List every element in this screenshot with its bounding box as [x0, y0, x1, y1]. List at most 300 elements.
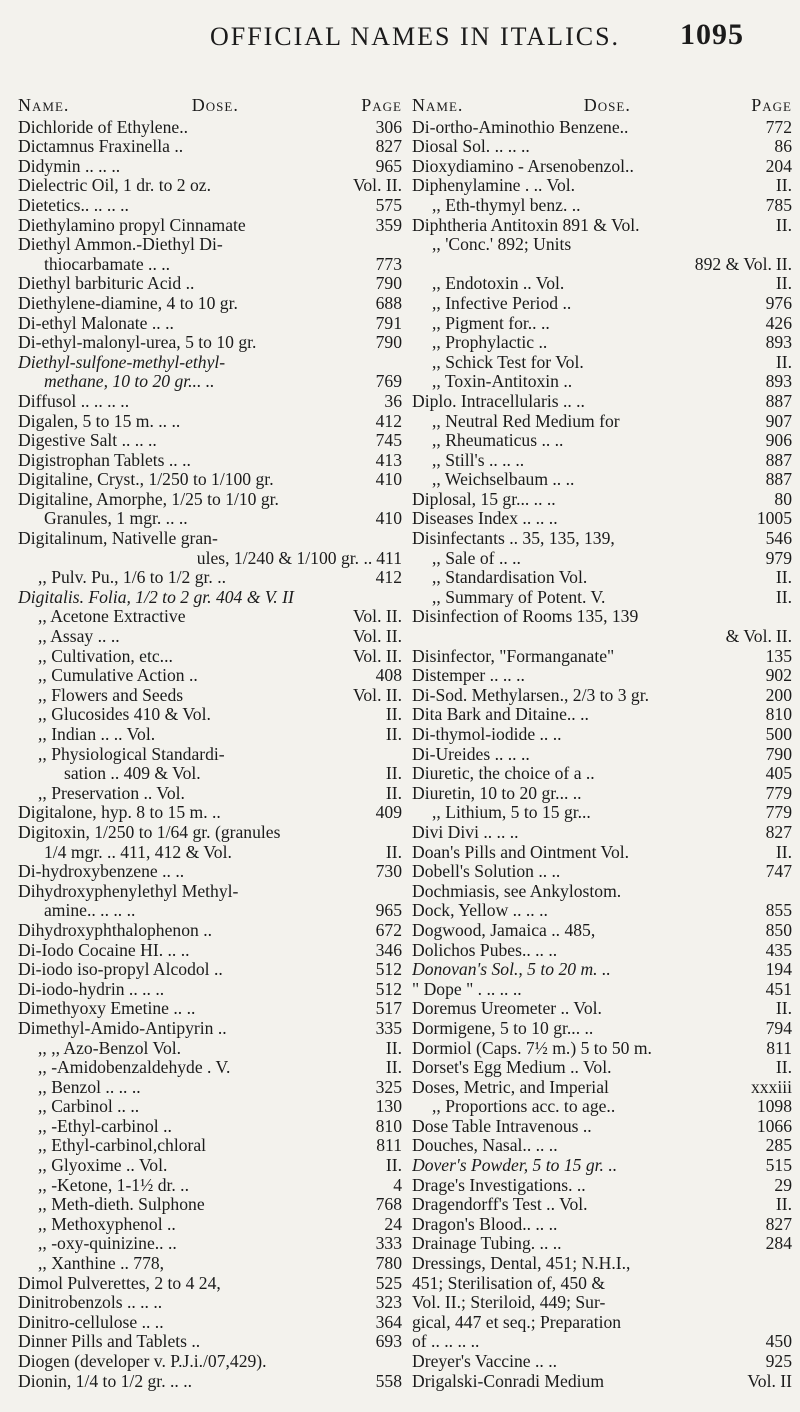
index-entry [412, 333, 792, 353]
index-entry [412, 784, 792, 804]
entry-page-ref: II. [385, 704, 402, 725]
index-entry [412, 588, 792, 608]
entry-text: Digitoxin, 1/250 to 1/64 gr. (granules [18, 822, 281, 842]
index-entry [412, 627, 792, 647]
index-entry [412, 803, 792, 823]
index-entry [18, 901, 402, 921]
entry-page-ref: 325 [375, 1076, 402, 1097]
entry-text: Dihydroxyphenylethyl Methyl- [18, 881, 239, 901]
index-entry [18, 1352, 402, 1372]
entry-text: Digitalone, hyp. 8 to 15 m. .. [18, 803, 221, 823]
entry-text: Di-iodo iso-propyl Alcodol .. [18, 960, 223, 980]
index-entry [18, 607, 402, 627]
entry-text: ,, Cumulative Action .. [38, 666, 198, 686]
entry-text: ,, Meth-dieth. Sulphone [38, 1195, 205, 1215]
entry-text: Dita Bark and Ditaine.. .. [412, 705, 589, 725]
index-entry [412, 1215, 792, 1235]
index-entry [18, 255, 402, 275]
entry-text: Donovan's Sol., 5 to 20 m. .. [412, 960, 611, 980]
entry-page-ref: II. [385, 1057, 402, 1078]
entry-text: Dihydroxyphthalophenon .. [18, 920, 212, 940]
index-entry [18, 1372, 402, 1392]
entry-text: ,, Lithium, 5 to 15 gr... [432, 803, 591, 823]
entry-text: Dose Table Intravenous .. [412, 1116, 592, 1136]
entry-text: ,, Schick Test for Vol. [432, 352, 584, 372]
index-entry [412, 960, 792, 980]
entry-text: ,, Summary of Potent. V. [432, 587, 606, 607]
entry-page-ref: Vol. II. [352, 606, 402, 627]
entry-text: sation .. 409 & Vol. [64, 764, 201, 784]
index-entry [18, 1234, 402, 1254]
page-title: OFFICIAL NAMES IN ITALICS. [209, 22, 621, 51]
entry-text: Dormiol (Caps. 7½ m.) 5 to 50 m. [412, 1038, 652, 1058]
index-entry [18, 764, 402, 784]
entry-page-ref: 827 [765, 1213, 792, 1234]
entry-page-ref: 36 [384, 390, 402, 411]
entry-page-ref: 965 [375, 155, 402, 176]
entry-text: Dichloride of Ethylene.. [18, 117, 189, 137]
entry-text: Diogen (developer v. P.J.i./07,429). [18, 1352, 267, 1371]
index-entry [18, 1195, 402, 1215]
entry-page-ref: 693 [375, 1331, 402, 1352]
index-entry [412, 999, 792, 1019]
entry-text: Digestive Salt .. .. .. [18, 431, 157, 451]
column-header [18, 96, 402, 116]
entry-page-ref: II. [385, 1037, 402, 1058]
entry-text: Dorset's Egg Medium .. Vol. [412, 1058, 612, 1078]
entry-text: Doan's Pills and Ointment Vol. [412, 842, 630, 862]
index-entry [412, 451, 792, 471]
entry-text: Didymin .. .. .. [18, 156, 121, 176]
index-entry [18, 490, 402, 510]
entry-page-ref: 335 [375, 1017, 402, 1038]
index-entry [18, 1039, 402, 1059]
index-entry [18, 1332, 402, 1352]
entry-page-ref: 426 [765, 312, 792, 333]
index-entry [18, 216, 402, 236]
entry-text: of .. .. .. .. [412, 1332, 480, 1352]
entry-text: Diplo. Intracellularis .. .. [412, 391, 585, 411]
index-entry [18, 1078, 402, 1098]
entry-page-ref: 907 [765, 410, 792, 431]
index-entry [412, 568, 792, 588]
entry-page-ref: 887 [765, 390, 792, 411]
index-entry [18, 803, 402, 823]
entry-page-ref: 364 [375, 1311, 402, 1332]
index-entry [412, 529, 792, 549]
index-entry [18, 745, 402, 765]
entry-text: ,, Pulv. Pu., 1/6 to 1/2 gr. .. [38, 568, 227, 588]
entry-page-ref: 525 [375, 1272, 402, 1293]
entry-text: Drigalski-Conradi Medium [412, 1371, 605, 1391]
entry-text: ,, -Ethyl-carbinol .. [38, 1116, 172, 1136]
entry-text: Disinfector, "Formanganate" [412, 646, 615, 666]
index-entry [412, 392, 792, 412]
entry-page-ref: 779 [765, 782, 792, 803]
index-entry [18, 529, 402, 549]
entry-page-ref: 24 [384, 1213, 402, 1234]
entry-text: Diethyl barbituric Acid .. [18, 274, 195, 294]
entry-page-ref: 413 [375, 449, 402, 470]
entry-page-ref: 284 [765, 1233, 792, 1254]
index-entry [18, 392, 402, 412]
entry-text: ,, Assay .. .. [38, 627, 120, 647]
index-entry [412, 353, 792, 373]
entry-page-ref: 29 [774, 1174, 792, 1195]
entry-page-ref: II. [385, 1155, 402, 1176]
entry-text: methane, 10 to 20 gr... .. [44, 372, 215, 392]
index-entry [412, 921, 792, 941]
entry-page-ref: 785 [765, 194, 792, 215]
entry-page-ref: 306 [375, 116, 402, 137]
entry-page-ref: 86 [774, 136, 792, 157]
entry-page-ref: 405 [765, 763, 792, 784]
entry-text: Diosal Sol. .. .. .. [412, 137, 530, 157]
entry-text: 451; Sterilisation of, 450 & [412, 1273, 606, 1293]
entry-page-ref: 575 [375, 194, 402, 215]
index-entry [18, 980, 402, 1000]
index-entry [412, 1019, 792, 1039]
index-entry [412, 901, 792, 921]
entry-page-ref: 4 [393, 1174, 402, 1195]
entry-page-ref: xxxiii [750, 1076, 792, 1097]
index-entry [412, 1097, 792, 1117]
index-entry [412, 490, 792, 510]
entry-text: ,, Glyoxime .. Vol. [38, 1156, 168, 1176]
entry-page-ref: Vol. II [747, 1370, 792, 1391]
index-entry [18, 549, 402, 569]
index-entry [18, 1058, 402, 1078]
entry-text: ,, Acetone Extractive [38, 607, 186, 627]
index-entry [412, 157, 792, 177]
index-entry [18, 118, 402, 138]
entry-page-ref: 810 [765, 704, 792, 725]
entry-text: 892 & Vol. [694, 254, 772, 274]
entry-page-ref: 893 [765, 371, 792, 392]
entry-text: Dietetics.. .. .. .. [18, 195, 129, 215]
index-entry [412, 1039, 792, 1059]
entry-page-ref: II. [775, 626, 792, 647]
entry-page-ref: 902 [765, 665, 792, 686]
index-entry [412, 196, 792, 216]
entry-page-ref: 451 [765, 978, 792, 999]
index-entry [18, 412, 402, 432]
entry-text: Drainage Tubing. .. .. [412, 1234, 562, 1254]
index-entry [18, 647, 402, 667]
index-entry [412, 1117, 792, 1137]
entry-text: ,, Still's .. .. .. [432, 450, 525, 470]
entry-page-ref: 779 [765, 802, 792, 823]
entry-text: ,, Flowers and Seeds [38, 685, 184, 705]
index-entry [18, 568, 402, 588]
entry-text: Divi Divi .. .. .. [412, 822, 519, 842]
entry-page-ref: II. [775, 841, 792, 862]
entry-text: ,, Proportions acc. to age.. [432, 1097, 616, 1117]
entry-text: Distemper .. .. .. [412, 666, 525, 686]
entry-text: Di-Sod. Methylarsen., 2/3 to 3 gr. [412, 685, 650, 705]
entry-page-ref: II. [385, 724, 402, 744]
entry-text: Diethylene-diamine, 4 to 10 gr. [18, 293, 238, 313]
entry-page-ref: 773 [375, 253, 402, 274]
entry-page-ref: 745 [375, 430, 402, 451]
entry-text: ,, Eth-thymyl benz. .. [432, 195, 581, 215]
entry-text: Di-hydroxybenzene .. .. [18, 862, 185, 882]
index-column-left [18, 96, 402, 1396]
index-entry [18, 235, 402, 255]
index-entry [412, 1372, 792, 1392]
index-entry [412, 431, 792, 451]
index-entry [18, 862, 402, 882]
index-entry [412, 118, 792, 138]
entry-text: ,, Carbinol .. .. [38, 1097, 140, 1117]
entry-text: Diethylamino propyl Cinnamate [18, 215, 246, 235]
entry-page-ref: 1098 [756, 1096, 792, 1117]
entry-page-ref: 979 [765, 547, 792, 568]
entry-text: ,, -oxy-quinizine.. .. [38, 1234, 177, 1254]
entry-page-ref: 730 [375, 861, 402, 882]
entry-text: Dochmiasis, see Ankylostom. [412, 881, 622, 901]
index-entry [18, 137, 402, 157]
index-entry [18, 1136, 402, 1156]
index-entry [18, 470, 402, 490]
index-entry [412, 647, 792, 667]
entry-page-ref: 811 [376, 1135, 402, 1156]
entry-page-ref: 790 [375, 332, 402, 353]
entry-page-ref: 323 [375, 1292, 402, 1313]
entry-text: ,, 'Conc.' 892; Units [432, 235, 572, 255]
index-entry [18, 157, 402, 177]
index-entry [412, 255, 792, 275]
entry-page-ref: II. [775, 175, 792, 196]
entry-text: Dimethyoxy Emetine .. .. [18, 999, 196, 1019]
index-entry [18, 509, 402, 529]
index-entry [412, 216, 792, 236]
index-entry [412, 1136, 792, 1156]
entry-text: Dock, Yellow .. .. .. [412, 901, 548, 921]
entry-text: Diuretic, the choice of a .. [412, 764, 595, 784]
entry-text: Diphenylamine . .. Vol. [412, 176, 576, 196]
entry-page-ref: II. [385, 782, 402, 803]
entry-text: ,, Xanthine .. 778, [38, 1254, 165, 1274]
entry-text: Di-iodo-hydrin .. .. .. [18, 979, 165, 999]
index-entry [412, 1313, 792, 1333]
entry-text: ,, Pigment for.. .. [432, 313, 550, 333]
entry-page-ref: 850 [765, 919, 792, 940]
entry-page-ref: 135 [765, 645, 792, 666]
entry-text: Dioxydiamino - Arsenobenzol.. [412, 156, 634, 176]
page-heading: Page [751, 96, 792, 115]
index-entry [18, 843, 402, 863]
entry-text: ,, -Amidobenzaldehyde . V. [38, 1058, 231, 1078]
entry-text: ,, Prophylactic .. [432, 333, 548, 353]
index-entry [412, 823, 792, 843]
entry-text: Granules, 1 mgr. .. .. [44, 509, 188, 529]
entry-page-ref: 558 [375, 1370, 402, 1391]
entry-page-ref: 412 [375, 567, 402, 588]
entry-page-ref: II. [775, 567, 792, 588]
entry-text: Dormigene, 5 to 10 gr... .. [412, 1018, 594, 1038]
entry-page-ref: 1066 [756, 1115, 792, 1136]
entry-page-ref: Vol. II. [352, 175, 402, 196]
index-entry [412, 137, 792, 157]
entry-text: amine.. .. .. .. [44, 901, 136, 921]
index-entry [18, 431, 402, 451]
entry-page-ref: Vol. II. [352, 626, 402, 647]
entry-page-ref: 200 [765, 684, 792, 705]
entry-text: Dinitrobenzols .. .. .. [18, 1293, 163, 1313]
index-entry [18, 1156, 402, 1176]
entry-page-ref: 855 [765, 900, 792, 921]
entry-text: Dimethyl-Amido-Antipyrin .. [18, 1018, 227, 1038]
entry-page-ref: II. [385, 763, 402, 784]
index-entry [18, 686, 402, 706]
entry-text: Dogwood, Jamaica .. 485, [412, 920, 596, 940]
entry-page-ref: 515 [765, 1155, 792, 1176]
entry-page-ref: 512 [375, 978, 402, 999]
entry-text: 1/4 mgr. .. 411, 412 & Vol. [44, 842, 232, 862]
index-entry [18, 1313, 402, 1333]
index-entry [18, 627, 402, 647]
entry-text: Dobell's Solution .. .. [412, 862, 561, 882]
entry-page-ref: 346 [375, 939, 402, 960]
index-entry [18, 1117, 402, 1137]
entry-page-ref: 512 [375, 959, 402, 980]
entry-text: Digistrophan Tablets .. .. [18, 450, 191, 470]
entry-text: ,, Standardisation Vol. [432, 568, 588, 588]
entry-text: ,, Endotoxin .. Vol. [432, 274, 565, 294]
entry-text: Digitalis. Folia, 1/2 to 2 gr. 404 & V. II [18, 587, 294, 607]
entry-text: ,, Weichselbaum .. .. [432, 470, 575, 490]
index-entry [18, 705, 402, 725]
index-entry [412, 412, 792, 432]
entry-text: Dolichos Pubes.. .. .. [412, 940, 558, 960]
entry-text: Douches, Nasal.. .. .. [412, 1136, 558, 1156]
name-heading: Name. [412, 96, 464, 115]
index-entry [412, 1078, 792, 1098]
index-entry [412, 1332, 792, 1352]
index-entry [412, 1254, 792, 1274]
index-entry [18, 294, 402, 314]
entry-page-ref: 887 [765, 469, 792, 490]
index-entry [412, 549, 792, 569]
entry-page-ref: 688 [375, 292, 402, 313]
index-entry [18, 1274, 402, 1294]
index-entry [18, 1254, 402, 1274]
entry-page-ref: 747 [765, 861, 792, 882]
entry-page-ref: 500 [765, 724, 792, 744]
entry-page-ref: 130 [375, 1096, 402, 1117]
entry-text: ,, Neutral Red Medium for [432, 411, 620, 431]
index-entry [412, 176, 792, 196]
index-entry [18, 176, 402, 196]
entry-page-ref: 827 [375, 136, 402, 157]
entry-text: ,, ,, Azo-Benzol Vol. [38, 1038, 182, 1058]
name-heading: Name. [18, 96, 70, 115]
entry-text: Digitalinum, Nativelle gran- [18, 529, 218, 549]
running-head [0, 8, 800, 60]
entry-page-ref: 965 [375, 900, 402, 921]
index-entry [18, 999, 402, 1019]
index-entry [412, 941, 792, 961]
entry-page-ref: II. [775, 214, 792, 235]
entry-text: Diethyl-sulfone-methyl-ethyl- [18, 352, 226, 372]
entry-text: Dimol Pulverettes, 2 to 4 24, [18, 1273, 221, 1293]
entry-text: Dover's Powder, 5 to 15 gr. .. [412, 1156, 618, 1176]
entry-text: ,, Physiological Standardi- [38, 744, 225, 764]
index-entry [412, 882, 792, 902]
entry-text: Dielectric Oil, 1 dr. to 2 oz. [18, 176, 211, 196]
index-entry [18, 451, 402, 471]
entry-text: Drage's Investigations. .. [412, 1175, 586, 1195]
index-column-right [412, 96, 792, 1396]
entry-text: Digitaline, Cryst., 1/250 to 1/100 gr. [18, 470, 274, 490]
index-entry [18, 333, 402, 353]
entry-page-ref: II. [775, 273, 792, 294]
index-entry [412, 509, 792, 529]
entry-page-ref: 827 [765, 821, 792, 842]
entry-text: thiocarbamate .. .. [44, 254, 171, 274]
index-entry [412, 1156, 792, 1176]
entry-page-ref: 769 [375, 371, 402, 392]
entry-page-ref: 285 [765, 1135, 792, 1156]
column-header [412, 96, 792, 116]
index-entry [412, 1352, 792, 1372]
entry-page-ref: II. [775, 998, 792, 1019]
entry-text: ,, Glucosides 410 & Vol. [38, 705, 211, 725]
index-entry [18, 1097, 402, 1117]
index-entry [412, 764, 792, 784]
page-number: 1095 [680, 18, 744, 51]
index-entry [412, 1195, 792, 1215]
index-entry [18, 666, 402, 686]
index-entry [412, 686, 792, 706]
entry-text: Diplosal, 15 gr... .. .. [412, 489, 556, 509]
index-entry [412, 1234, 792, 1254]
entry-text: Dictamnus Fraxinella .. [18, 137, 184, 157]
entry-page-ref: Vol. II. [352, 645, 402, 666]
index-entry [412, 980, 792, 1000]
entry-text: ules, 1/240 & 1/100 gr. .. [196, 548, 373, 568]
entry-text: Di-ethyl-malonyl-urea, 5 to 10 gr. [18, 333, 257, 353]
entry-text: gical, 447 et seq.; Preparation [412, 1312, 622, 1332]
entry-page-ref: 1005 [756, 508, 792, 529]
entry-page-ref: 672 [375, 919, 402, 940]
entry-page-ref: 893 [765, 332, 792, 353]
entry-page-ref: 906 [765, 430, 792, 451]
index-entry [18, 725, 402, 745]
entry-page-ref: 925 [765, 1351, 792, 1371]
index-entry [18, 882, 402, 902]
index-entry [412, 294, 792, 314]
entry-page-ref: II. [385, 841, 402, 862]
entry-text: Dragon's Blood.. .. .. [412, 1214, 558, 1234]
index-entry [18, 823, 402, 843]
entry-page-ref: 412 [375, 410, 402, 431]
index-entry [412, 1058, 792, 1078]
entry-page-ref: 791 [375, 312, 402, 333]
entry-page-ref: 435 [765, 939, 792, 960]
entry-text: ,, Sale of .. .. [432, 548, 521, 568]
index-entry [412, 745, 792, 765]
index-entry [18, 314, 402, 334]
index-entry [18, 372, 402, 392]
entry-page-ref: II. [775, 586, 792, 607]
entry-text: Di-ethyl Malonate .. .. [18, 313, 174, 333]
entry-text: Dionin, 1/4 to 1/2 gr. .. .. [18, 1371, 192, 1391]
entry-text: ,, Toxin-Antitoxin .. [432, 372, 573, 392]
entry-text: Diffusol .. .. .. .. [18, 391, 130, 411]
index-entry [18, 921, 402, 941]
